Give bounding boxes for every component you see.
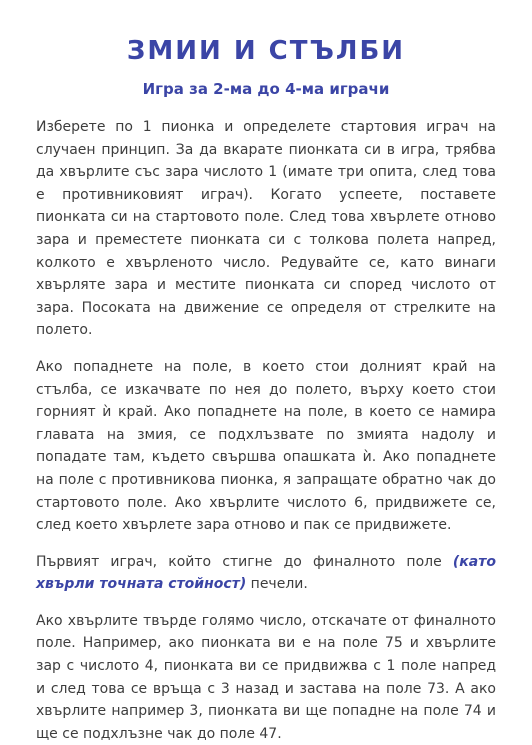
page-subtitle: Игра за 2-ма до 4-ма играчи bbox=[142, 80, 390, 98]
page-title: ЗМИИ И СТЪЛБИ bbox=[126, 36, 406, 66]
rules-paragraph-ladders-snakes: Ако попаднете на поле, в което стои долният край на стълба, се изкачвате по нея до полето, върху което стои горният ѝ край. Ако попаднете на поле, в което се намира главата на змия, се подхлъзвате по змията надолу и попадате там, където свършва опашката ѝ. Ако попаднете на поле с противникова пионка, я запращате обратно чак до стартовото поле. Ако хвърлите числото 6, придвижете се, след което хвърлете зара отново и пак се придвижете. bbox=[36, 358, 496, 534]
rules-paragraph-winning bbox=[36, 551, 496, 596]
rules-paragraph-setup: Изберете по 1 пионка и определете стартовия играч на случаен принцип. За да вкарате пионката си в игра, трябва да хвърлите със зара числото 1 (имате три опита, след това е противниковият играч). Когато успеете, поставете пионката си на стартовото поле. След това хвърлете отново зара и преместете пионката си с толкова полета напред, колкото е хвърленото число. Редувайте се, като винаги хвърляте зара и местите пионката си според числото от зара. Посоката на движение се определя от стрелките на полето. bbox=[36, 119, 496, 339]
winning-text-emphasis: (като хвърли точната стойност) bbox=[36, 553, 496, 593]
winning-text-end: печели. bbox=[246, 576, 308, 593]
winning-text-start: Първият играч, който стигне до финалното поле bbox=[36, 553, 453, 570]
rules-paragraph-overshoot: Ако хвърлите твърде голямо число, отскачате от финалното поле. Например, ако пионката ви е на поле 75 и хвърлите зар с числото 4, пионката ви се придвижва с 1 поле напред и след това се връща с 3 назад и застава на поле 73. А ако хвърлите например 3, пионката ви ще попадне на поле 74 и ще се подхлъзне чак до поле 47. bbox=[36, 612, 496, 742]
